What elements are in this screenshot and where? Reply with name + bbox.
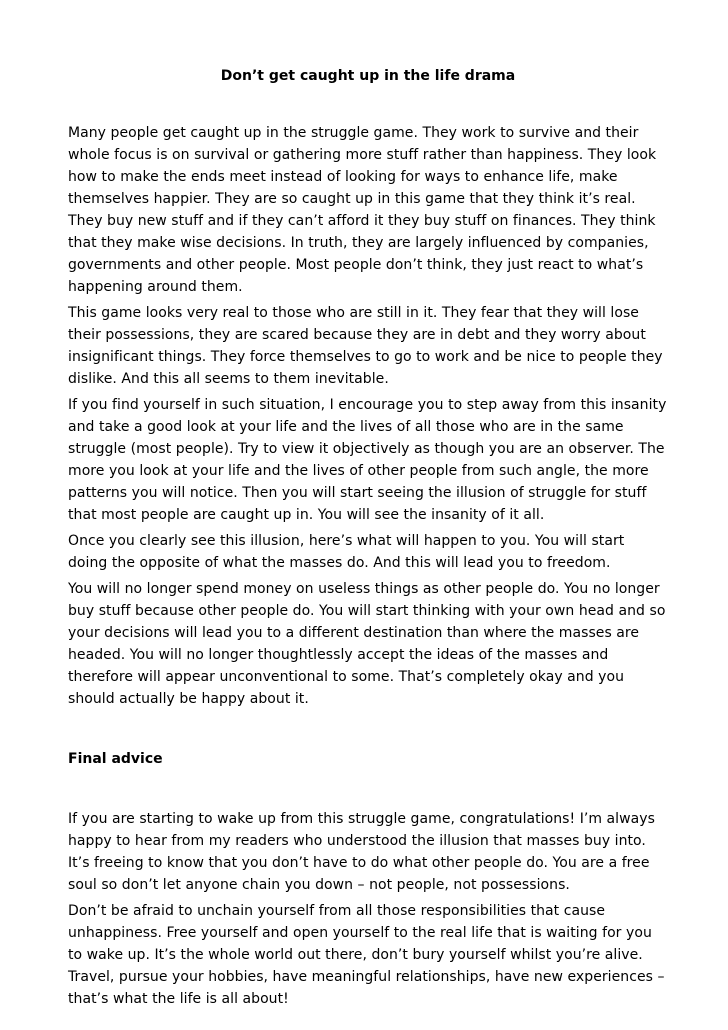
section-main xyxy=(68,122,668,710)
paragraph-6: If you are starting to wake up from this struggle game, congratulations! I’m always happy to hear from my readers who understood the illusion that masses buy into. It’s freeing to know that you don’t have to do what other people do. You are a free soul so don’t let anyone chain you down – not people, not possessions. xyxy=(68,811,655,893)
document-page xyxy=(68,66,668,1014)
paragraph-4: Once you clearly see this illusion, here’s what will happen to you. You will start doing the opposite of what the masses do. And this will lead you to freedom. xyxy=(68,533,625,571)
section-heading: Final advice xyxy=(68,751,163,767)
paragraph-1: Many people get caught up in the struggle game. They work to survive and their whole focus is on survival or gathering more stuff rather than happiness. They look how to make the ends meet instead of looking for ways to enhance life, make themselves happier. They are so caught up in this game that they think it’s real. They buy new stuff and if they can’t afford it they buy stuff on finances. They think that they make wise decisions. In truth, they are largely influenced by companies, governments and other people. Most people don’t think, they just react to what’s happening around them. xyxy=(68,125,657,295)
paragraph-7: Don’t be afraid to unchain yourself from all those responsibilities that cause unhappiness. Free yourself and open yourself to the real life that is waiting for you to wake up. It’s the whole world out there, don’t bury yourself whilst you’re alive. Travel, pursue your hobbies, have meaningful relationships, have new experiences – that’s what the life is all about! xyxy=(68,903,665,1007)
paragraph-2: This game looks very real to those who are still in it. They fear that they will lose their possessions, they are scared because they are in debt and they worry about insignificant things. They force themselves to go to work and be nice to people they dislike. And this all seems to them inevitable. xyxy=(68,305,663,387)
document-title: Don’t get caught up in the life drama xyxy=(220,68,516,84)
section-final-advice xyxy=(68,748,668,1010)
paragraph-5: You will no longer spend money on useless things as other people do. You no longer buy stuff because other people do. You will start thinking with your own head and so your decisions will lead you to a different destination than where the masses are headed. You will no longer thoughtlessly accept the ideas of the masses and therefore will appear unconventional to some. That’s completely okay and you should actually be happy about it. xyxy=(68,581,666,707)
paragraph-3: If you find yourself in such situation, I encourage you to step away from this insanity and take a good look at your life and the lives of all those who are in the same struggle (most people). Try to view it objectively as though you are an observer. The more you look at your life and the lives of other people from such angle, the more patterns you will notice. Then you will start seeing the illusion of struggle for stuff that most people are caught up in. You will see the insanity of it all. xyxy=(68,397,667,523)
